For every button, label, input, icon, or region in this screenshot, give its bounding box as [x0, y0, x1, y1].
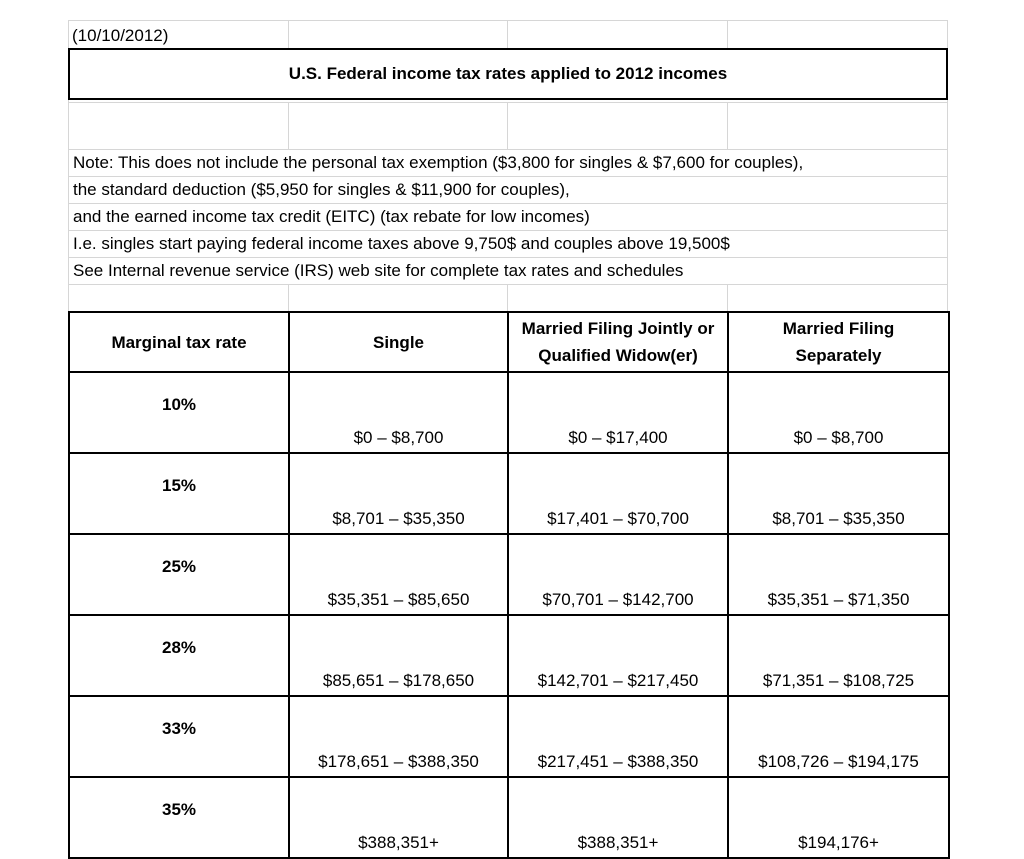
note-line: I.e. singles start paying federal income taxes above 9,750$ and couples above 19,500$: [73, 234, 730, 253]
grid-line: [507, 20, 508, 48]
grid-line: [68, 176, 948, 177]
note-line: See Internal revenue service (IRS) web site for complete tax rates and schedules: [73, 261, 684, 280]
grid-line: [288, 20, 289, 48]
spreadsheet-sheet: [68, 20, 948, 852]
separate-range-cell: $0 – $8,700: [728, 372, 949, 453]
rate-cell: 25%: [69, 534, 289, 615]
grid-line: [68, 230, 948, 231]
single-range-cell: $0 – $8,700: [289, 372, 508, 453]
separate-range-cell: $35,351 – $71,350: [728, 534, 949, 615]
single-range-cell: $388,351+: [289, 777, 508, 858]
separate-range-cell: $71,351 – $108,725: [728, 615, 949, 696]
column-header-joint: Married Filing Jointly or Qualified Widow(er): [508, 312, 728, 372]
table-row: [69, 696, 949, 777]
note-line: and the earned income tax credit (EITC) (tax rebate for low incomes): [73, 207, 590, 226]
joint-range-cell: $142,701 – $217,450: [508, 615, 728, 696]
grid-line: [727, 20, 728, 48]
table-header-row: [69, 312, 949, 372]
single-range-cell: $35,351 – $85,650: [289, 534, 508, 615]
note-line: the standard deduction ($5,950 for singles & $11,900 for couples),: [73, 180, 570, 199]
sheet-title-text: U.S. Federal income tax rates applied to 2012 incomes: [288, 64, 728, 83]
rate-cell: 28%: [69, 615, 289, 696]
column-header-single: Single: [289, 312, 508, 372]
joint-range-cell: $0 – $17,400: [508, 372, 728, 453]
rate-cell: 33%: [69, 696, 289, 777]
date-cell: (10/10/2012): [72, 26, 169, 45]
grid-line: [507, 284, 508, 311]
table-row: [69, 777, 949, 858]
table-row: [69, 615, 949, 696]
grid-line: [68, 20, 948, 21]
rate-cell: 15%: [69, 453, 289, 534]
column-header-rate: Marginal tax rate: [69, 312, 289, 372]
rate-cell: 35%: [69, 777, 289, 858]
single-range-cell: $8,701 – $35,350: [289, 453, 508, 534]
grid-line: [727, 102, 728, 149]
grid-line: [288, 102, 289, 149]
joint-range-cell: $217,451 – $388,350: [508, 696, 728, 777]
separate-range-cell: $108,726 – $194,175: [728, 696, 949, 777]
table-row: [69, 453, 949, 534]
joint-range-cell: $388,351+: [508, 777, 728, 858]
table-row: [69, 534, 949, 615]
grid-line: [68, 203, 948, 204]
grid-line: [507, 102, 508, 149]
column-header-separate: Married Filing Separately: [728, 312, 949, 372]
joint-range-cell: $70,701 – $142,700: [508, 534, 728, 615]
joint-range-cell: $17,401 – $70,700: [508, 453, 728, 534]
separate-range-cell: $8,701 – $35,350: [728, 453, 949, 534]
note-line: Note: This does not include the personal tax exemption ($3,800 for singles & $7,600 for couples),: [73, 153, 804, 172]
grid-line: [68, 257, 948, 258]
grid-line: [68, 149, 948, 150]
single-range-cell: $178,651 – $388,350: [289, 696, 508, 777]
sheet-title: [68, 48, 948, 100]
separate-range-cell: $194,176+: [728, 777, 949, 858]
rate-cell: 10%: [69, 372, 289, 453]
grid-line: [727, 284, 728, 311]
table-row: [69, 372, 949, 453]
single-range-cell: $85,651 – $178,650: [289, 615, 508, 696]
grid-line: [288, 284, 289, 311]
tax-rate-table: [68, 311, 950, 859]
grid-line: [68, 284, 948, 285]
grid-line: [68, 102, 948, 103]
